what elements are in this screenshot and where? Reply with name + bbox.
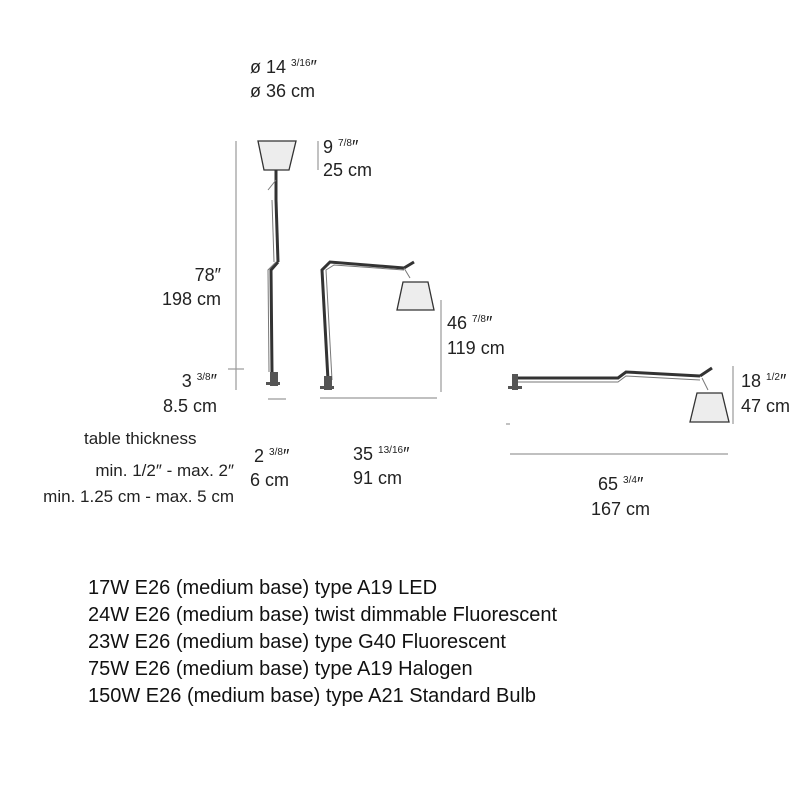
clamp-height-inch: 3 $^{3/8}$″ xyxy=(181,371,217,391)
clamp-depth-cm: 6 cm xyxy=(250,470,290,490)
shade-diameter-cm: ø 36 cm xyxy=(250,81,316,101)
table-thickness-title: table thickness xyxy=(84,429,197,448)
max-height-inch: 78″ xyxy=(194,265,221,285)
shade-height-cm: 25 cm xyxy=(323,160,373,180)
reach-short-cm: 91 cm xyxy=(353,468,403,488)
lamp-horizontal xyxy=(508,368,729,422)
height-mid-inch: 46 $^{7/8}$″ xyxy=(447,313,493,333)
lamp-shade xyxy=(397,282,434,310)
table-thickness-inches: min. 1/2″ - max. 2″ xyxy=(95,461,234,480)
shade-height-inch: 9 $^{7/8}$″ xyxy=(323,137,359,157)
height-low-inch: 18 $^{1/2}$″ xyxy=(741,371,787,391)
reach-long-inch: 65 $^{3/4}$″ xyxy=(598,474,644,494)
lamp-angled xyxy=(320,262,434,390)
reach-short-inch: 35 $^{13/16}$″ xyxy=(353,444,410,464)
lamp-shade xyxy=(258,141,296,170)
lamp-vertical xyxy=(258,141,296,386)
bulb-spec-5: 150W E26 (medium base) type A21 Standard Bulb xyxy=(88,685,537,707)
bulb-spec-2: 24W E26 (medium base) twist dimmable Fluorescent xyxy=(88,604,558,626)
clamp-height-cm: 8.5 cm xyxy=(162,396,217,416)
height-mid-cm: 119 cm xyxy=(447,338,505,358)
max-height-cm: 198 cm xyxy=(161,289,221,309)
bulb-spec-4: 75W E26 (medium base) type A19 Halogen xyxy=(88,658,473,680)
bulb-spec-3: 23W E26 (medium base) type G40 Fluorescent xyxy=(88,631,506,653)
dimension-lines xyxy=(228,141,733,454)
bulb-spec-1: 17W E26 (medium base) type A19 LED xyxy=(88,577,438,599)
height-low-cm: 47 cm xyxy=(741,396,791,416)
shade-diameter-inch: ø 14 $^{3/16}$″ xyxy=(250,57,317,77)
lamp-shade xyxy=(690,393,729,422)
reach-long-cm: 167 cm xyxy=(591,499,651,519)
table-thickness-metric: min. 1.25 cm - max. 5 cm xyxy=(43,487,234,506)
clamp-depth-inch: 2 $^{3/8}$″ xyxy=(254,446,290,466)
